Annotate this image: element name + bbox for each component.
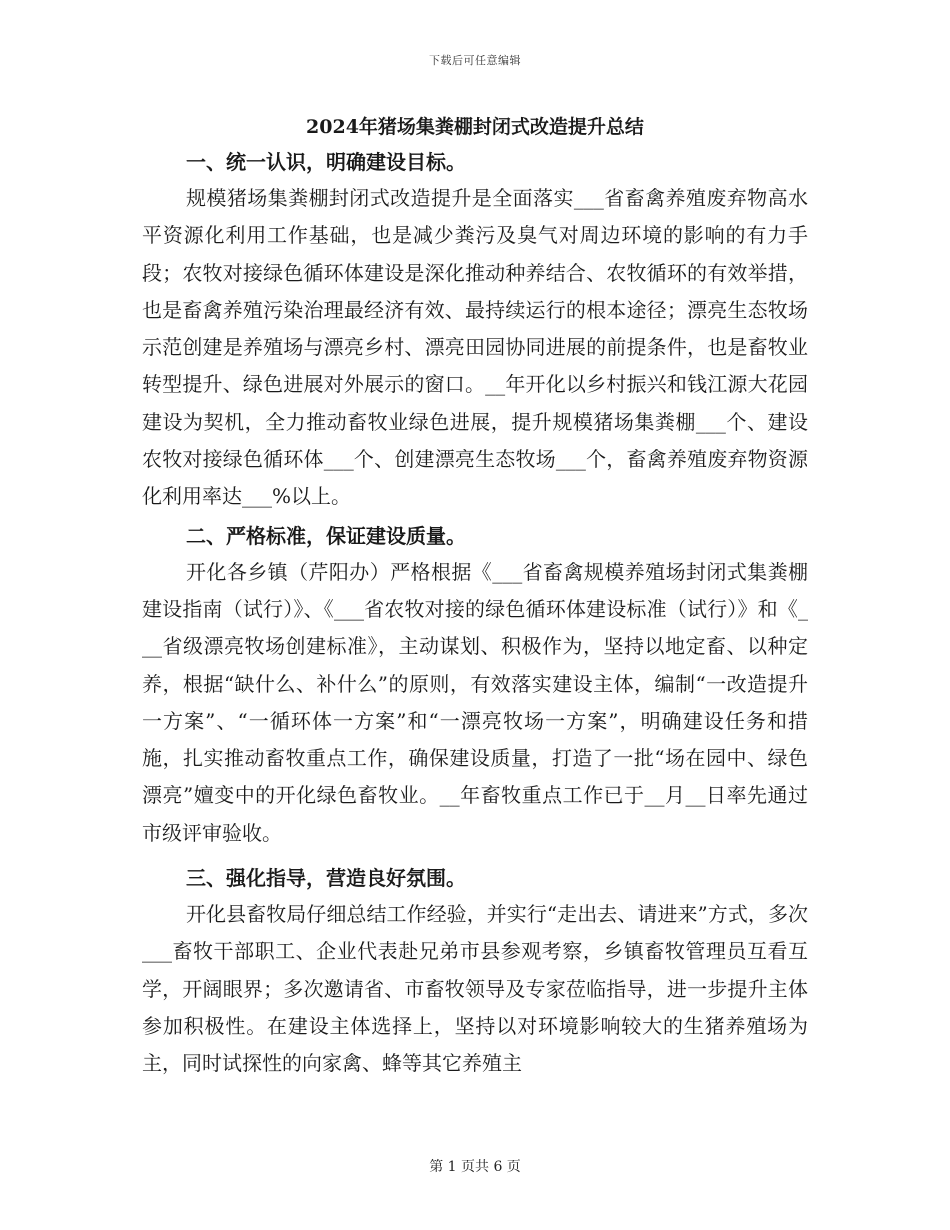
section-heading-2: 二、严格标准，保证建设质量。 [186,523,466,548]
section-heading-3: 三、强化指导，营造良好氛围。 [186,866,466,891]
section-paragraph-2: 开化各乡镇（芹阳办）严格根据《___省畜禽规模养殖场封闭式集粪棚建设指南（试行）》、《___省农牧对接的绿色循环体建设标准（试行）》和《___省级漂亮牧场创建标准》，主动谋划、积极作为，坚持以地定畜、以种定养，根据“缺什么、补什么”的原则，有效落实建设主体，编制“一改造提升一方案”、“一循环体一方案”和“一漂亮牧场一方案”，明确建设任务和措施，扎实推动畜牧重点工作，确保建设质量，打造了一批“场在园中、绿色漂亮”嬗变中的开化绿色畜牧业。__年畜牧重点工作已于__月__日率先通过市级评审验收。 [142,559,808,845]
section-paragraph-1: 规模猪场集粪棚封闭式改造提升是全面落实___省畜禽养殖废弃物高水平资源化利用工作基础，也是减少粪污及臭气对周边环境的影响的有力手段；农牧对接绿色循环体建设是深化推动种养结合、农牧循环的有效举措，也是畜禽养殖污染治理最经济有效、最持续运行的根本途径；漂亮生态牧场示范创建是养殖场与漂亮乡村、漂亮田园协同进展的前提条件，也是畜牧业转型提升、绿色进展对外展示的窗口。__年开化以乡村振兴和钱江源大花园建设为契机，全力推动畜牧业绿色进展，提升规模猪场集粪棚___个、建设农牧对接绿色循环体___个、创建漂亮生态牧场___个，畜禽养殖废弃物资源化利用率达___%以上。 [142,186,808,509]
section-paragraph-3: 开化县畜牧局仔细总结工作经验，并实行“走出去、请进来”方式，多次___畜牧干部职工、企业代表赴兄弟市县参观考察，乡镇畜牧管理员互看互学，开阔眼界；多次邀请省、市畜牧领导及专家莅临指导，进一步提升主体参加积极性。在建设主体选择上，坚持以对环境影响较大的生猪养殖场为主，同时试探性的向家禽、蜂等其它养殖主 [142,902,808,1076]
section-heading-1: 一、统一认识，明确建设目标。 [186,150,466,174]
page-header-note: 下载后可任意编辑 [429,54,521,67]
page-number-footer: 第 1 页共 6 页 [429,1159,521,1175]
document-body [142,112,808,1083]
document-title: 2024年猪场集粪棚封闭式改造提升总结 [306,116,644,138]
